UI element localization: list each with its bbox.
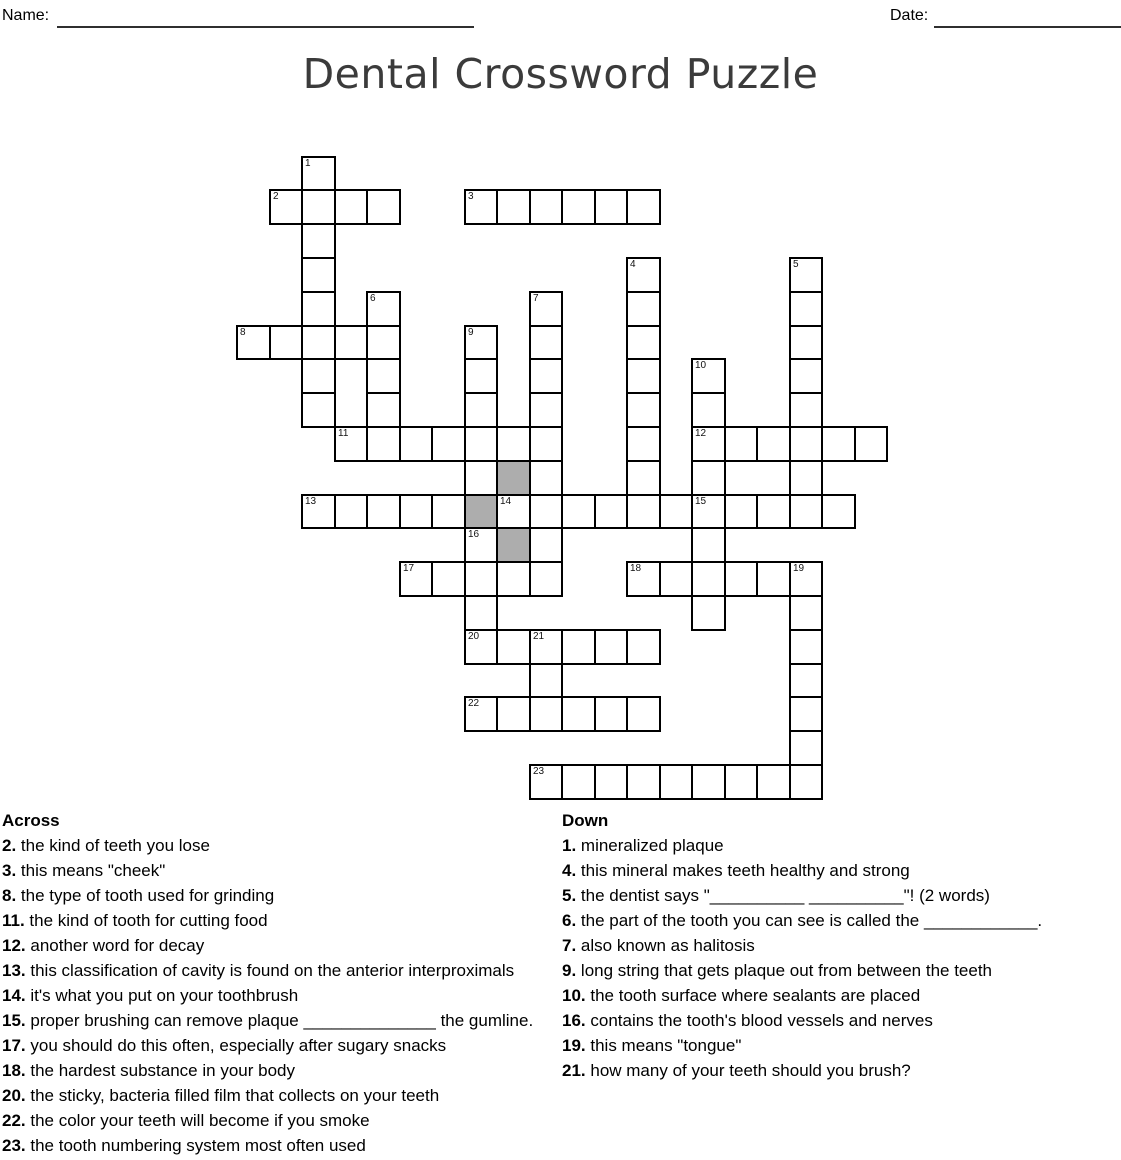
- grid-cell[interactable]: [626, 460, 661, 496]
- clue-item: [2, 1108, 558, 1133]
- clue-number: 18.: [2, 1061, 26, 1080]
- grid-cell[interactable]: [724, 561, 758, 597]
- grid-cell[interactable]: [626, 696, 661, 732]
- clue-number: 16.: [562, 1011, 586, 1030]
- grid-cell[interactable]: [626, 257, 661, 293]
- cell-number: 11: [338, 428, 349, 439]
- grid-cell[interactable]: [529, 527, 563, 563]
- grid-cell[interactable]: [626, 392, 661, 428]
- grid-cell[interactable]: [334, 426, 368, 462]
- grid-cell[interactable]: [626, 764, 661, 800]
- clue-text: it's what you put on your toothbrush: [25, 986, 299, 1005]
- clue-number: 5.: [562, 886, 577, 905]
- grid-cell[interactable]: [529, 663, 563, 698]
- cell-number: 23: [533, 766, 545, 777]
- clue-number: 2.: [2, 836, 17, 855]
- clue-number: 15.: [2, 1011, 26, 1030]
- grid-cell[interactable]: [854, 426, 888, 462]
- grid-cell[interactable]: [724, 426, 758, 462]
- grid-cell[interactable]: [626, 629, 661, 665]
- grid-cell[interactable]: [496, 494, 531, 529]
- grid-cell[interactable]: [529, 629, 563, 665]
- grid-cell[interactable]: [691, 527, 726, 563]
- grid-cell[interactable]: [789, 426, 823, 462]
- grid-cell[interactable]: [529, 561, 563, 597]
- cell-number: 21: [533, 631, 545, 642]
- grid-cell[interactable]: [529, 764, 563, 800]
- clue-number: 23.: [2, 1136, 26, 1155]
- grid-cell[interactable]: [789, 595, 823, 631]
- cell-number: 3: [468, 191, 474, 202]
- clue-text: you should do this often, especially after sugary snacks: [25, 1036, 447, 1055]
- clue-item: [2, 1058, 558, 1083]
- grid-cell[interactable]: [301, 156, 336, 191]
- clue-item: [562, 883, 1119, 908]
- grid-cell[interactable]: [594, 189, 628, 225]
- clue-text: also known as halitosis: [576, 936, 755, 955]
- grid-cell[interactable]: [496, 696, 531, 732]
- clue-item: [562, 958, 1119, 983]
- cell-number: 20: [468, 631, 480, 642]
- grid-cell-blocked: [464, 494, 498, 529]
- grid-cell[interactable]: [529, 460, 563, 496]
- cell-number: 9: [468, 327, 474, 338]
- clue-number: 10.: [562, 986, 586, 1005]
- grid-cell[interactable]: [561, 494, 596, 529]
- grid-cell[interactable]: [626, 189, 661, 225]
- grid-cell[interactable]: [529, 426, 563, 462]
- cell-number: 1: [305, 158, 311, 169]
- cell-number: 10: [695, 360, 707, 371]
- grid-cell[interactable]: [366, 358, 401, 394]
- grid-cell[interactable]: [464, 527, 498, 563]
- grid-cell[interactable]: [431, 426, 466, 462]
- cell-number: 19: [793, 563, 805, 574]
- clue-number: 20.: [2, 1086, 26, 1105]
- grid-cell[interactable]: [366, 426, 401, 462]
- grid-cell[interactable]: [691, 358, 726, 394]
- down-clues-list: [562, 808, 1119, 1083]
- clue-item: [2, 933, 558, 958]
- grid-cell[interactable]: [464, 189, 498, 225]
- grid-cell[interactable]: [626, 358, 661, 394]
- grid-cell[interactable]: [789, 696, 823, 732]
- grid-cell[interactable]: [366, 494, 401, 529]
- grid-cell[interactable]: [789, 561, 823, 597]
- grid-cell[interactable]: [464, 358, 498, 394]
- cell-number: 2: [273, 191, 279, 202]
- grid-cell[interactable]: [626, 561, 661, 597]
- grid-cell[interactable]: [496, 561, 531, 597]
- clue-text: this classification of cavity is found on the anterior interproximals: [25, 961, 515, 980]
- clue-item: [562, 908, 1119, 933]
- grid-cell[interactable]: [529, 189, 563, 225]
- grid-cell[interactable]: [529, 291, 563, 327]
- clue-item: [562, 1008, 1119, 1033]
- clue-text: the tooth surface where sealants are placed: [585, 986, 921, 1005]
- grid-cell[interactable]: [464, 426, 498, 462]
- grid-cell[interactable]: [236, 325, 271, 360]
- grid-cell[interactable]: [691, 764, 726, 800]
- grid-cell[interactable]: [301, 325, 336, 360]
- grid-cell[interactable]: [626, 426, 661, 462]
- page-title: Dental Crossword Puzzle: [302, 50, 819, 98]
- grid-cell[interactable]: [496, 189, 531, 225]
- grid-cell[interactable]: [301, 291, 336, 327]
- grid-cell[interactable]: [691, 494, 726, 529]
- cell-number: 5: [793, 259, 799, 270]
- clue-text: proper brushing can remove plaque ______________ the gumline.: [25, 1011, 534, 1030]
- grid-cell[interactable]: [789, 764, 823, 800]
- clue-text: this means "tongue": [585, 1036, 742, 1055]
- grid-cell[interactable]: [464, 696, 498, 732]
- clue-text: long string that gets plaque out from between the teeth: [576, 961, 993, 980]
- grid-cell[interactable]: [464, 460, 498, 496]
- clue-number: 11.: [2, 911, 25, 930]
- clue-item: [2, 958, 558, 983]
- grid-cell[interactable]: [334, 189, 368, 225]
- across-clues-list: [2, 808, 558, 1158]
- grid-cell[interactable]: [431, 494, 466, 529]
- grid-cell[interactable]: [594, 494, 628, 529]
- grid-cell[interactable]: [464, 561, 498, 597]
- cell-number: 7: [533, 293, 539, 304]
- grid-cell[interactable]: [691, 595, 726, 631]
- clue-number: 21.: [562, 1061, 586, 1080]
- grid-cell[interactable]: [301, 189, 336, 225]
- clue-text: contains the tooth's blood vessels and nerves: [585, 1011, 933, 1030]
- cell-number: 18: [630, 563, 642, 574]
- cell-number: 12: [695, 428, 707, 439]
- grid-cell[interactable]: [659, 494, 693, 529]
- grid-cell[interactable]: [399, 494, 433, 529]
- clue-item: [562, 933, 1119, 958]
- grid-cell[interactable]: [756, 426, 791, 462]
- clue-number: 13.: [2, 961, 26, 980]
- grid-cell[interactable]: [496, 426, 531, 462]
- grid-cell[interactable]: [301, 494, 336, 529]
- grid-cell[interactable]: [561, 189, 596, 225]
- grid-cell[interactable]: [626, 291, 661, 327]
- grid-cell[interactable]: [789, 663, 823, 698]
- cell-number: 16: [468, 529, 480, 540]
- grid-cell[interactable]: [821, 426, 856, 462]
- grid-cell[interactable]: [789, 392, 823, 428]
- grid-cell[interactable]: [789, 257, 823, 293]
- grid-cell[interactable]: [756, 764, 791, 800]
- clue-text: the hardest substance in your body: [25, 1061, 295, 1080]
- grid-cell[interactable]: [691, 426, 726, 462]
- cell-number: 8: [240, 327, 246, 338]
- grid-cell-blocked: [496, 460, 531, 496]
- clue-item: [2, 883, 558, 908]
- grid-cell[interactable]: [821, 494, 856, 529]
- grid-cell[interactable]: [529, 392, 563, 428]
- clue-number: 14.: [2, 986, 26, 1005]
- grid-cell[interactable]: [756, 561, 791, 597]
- clue-item: [562, 833, 1119, 858]
- grid-cell[interactable]: [789, 358, 823, 394]
- grid-cell[interactable]: [269, 189, 303, 225]
- down-heading: Down: [562, 811, 609, 830]
- clue-text: another word for decay: [25, 936, 205, 955]
- grid-cell[interactable]: [789, 460, 823, 496]
- clue-item: [2, 983, 558, 1008]
- grid-cell[interactable]: [561, 629, 596, 665]
- grid-cell[interactable]: [626, 494, 661, 529]
- grid-cell[interactable]: [464, 392, 498, 428]
- clue-number: 7.: [562, 936, 577, 955]
- clue-text: this mineral makes teeth healthy and strong: [576, 861, 910, 880]
- cell-number: 6: [370, 293, 376, 304]
- grid-cell[interactable]: [496, 629, 531, 665]
- clue-text: the dentist says "__________ __________"! (2 words): [576, 886, 990, 905]
- grid-cell[interactable]: [301, 257, 336, 293]
- clue-item: [2, 1083, 558, 1108]
- grid-cell[interactable]: [594, 629, 628, 665]
- clue-item: [2, 1008, 558, 1033]
- grid-cell[interactable]: [464, 595, 498, 631]
- clue-item: [562, 1058, 1119, 1083]
- grid-cell[interactable]: [789, 291, 823, 327]
- grid-cell[interactable]: [789, 494, 823, 529]
- clue-text: this means "cheek": [16, 861, 166, 880]
- clue-number: 8.: [2, 886, 17, 905]
- grid-cell[interactable]: [691, 460, 726, 496]
- clue-item: [562, 983, 1119, 1008]
- cell-number: 4: [630, 259, 636, 270]
- clue-text: the color your teeth will become if you smoke: [25, 1111, 370, 1130]
- clue-text: the tooth numbering system most often used: [25, 1136, 366, 1155]
- clue-item: [2, 908, 558, 933]
- clue-text: the type of tooth used for grinding: [16, 886, 275, 905]
- grid-cell[interactable]: [399, 561, 433, 597]
- clue-text: the part of the tooth you can see is called the ____________.: [576, 911, 1043, 930]
- grid-cell[interactable]: [301, 358, 336, 394]
- grid-cell[interactable]: [789, 325, 823, 360]
- grid-cell[interactable]: [269, 325, 303, 360]
- grid-cell[interactable]: [789, 629, 823, 665]
- grid-cell[interactable]: [724, 764, 758, 800]
- grid-cell[interactable]: [366, 392, 401, 428]
- grid-cell[interactable]: [626, 325, 661, 360]
- grid-cell[interactable]: [464, 629, 498, 665]
- name-label: Name:: [2, 7, 50, 24]
- grid-cell[interactable]: [724, 494, 758, 529]
- grid-cell[interactable]: [756, 494, 791, 529]
- grid-cell[interactable]: [366, 189, 401, 225]
- clue-text: the sticky, bacteria filled film that collects on your teeth: [25, 1086, 440, 1105]
- grid-cell[interactable]: [529, 696, 563, 732]
- clue-item: [2, 1133, 558, 1158]
- grid-cell[interactable]: [301, 223, 336, 259]
- date-field-line[interactable]: [934, 9, 1121, 28]
- cell-number: 14: [500, 496, 512, 507]
- grid-cell[interactable]: [789, 730, 823, 766]
- grid-cell[interactable]: [529, 325, 563, 360]
- grid-cell[interactable]: [659, 561, 693, 597]
- clue-item: [2, 833, 558, 858]
- across-heading: Across: [2, 811, 60, 830]
- clue-item: [562, 1033, 1119, 1058]
- clue-text: mineralized plaque: [576, 836, 724, 855]
- clue-text: how many of your teeth should you brush?: [585, 1061, 911, 1080]
- clue-number: 4.: [562, 861, 577, 880]
- cell-number: 15: [695, 496, 707, 507]
- name-field-line[interactable]: [57, 9, 474, 28]
- grid-cell[interactable]: [366, 325, 401, 360]
- grid-cell[interactable]: [691, 561, 726, 597]
- clue-number: 22.: [2, 1111, 26, 1130]
- grid-cell[interactable]: [529, 494, 563, 529]
- date-label: Date:: [890, 7, 929, 24]
- clue-number: 6.: [562, 911, 577, 930]
- cell-number: 17: [403, 563, 415, 574]
- grid-cell[interactable]: [529, 358, 563, 394]
- clue-text: the kind of teeth you lose: [16, 836, 210, 855]
- clue-text: the kind of tooth for cutting food: [24, 911, 268, 930]
- clue-number: 12.: [2, 936, 26, 955]
- clue-number: 3.: [2, 861, 17, 880]
- grid-cell[interactable]: [659, 764, 693, 800]
- clue-item: [2, 858, 558, 883]
- grid-cell-blocked: [496, 527, 531, 563]
- grid-cell[interactable]: [561, 696, 596, 732]
- cell-number: 22: [468, 698, 480, 709]
- clue-item: [2, 1033, 558, 1058]
- grid-cell[interactable]: [561, 764, 596, 800]
- clue-number: 19.: [562, 1036, 586, 1055]
- grid-cell[interactable]: [301, 392, 336, 428]
- cell-number: 13: [305, 496, 317, 507]
- clue-item: [562, 858, 1119, 883]
- grid-cell[interactable]: [431, 561, 466, 597]
- grid-cell[interactable]: [399, 426, 433, 462]
- clue-number: 17.: [2, 1036, 26, 1055]
- grid-cell[interactable]: [334, 494, 368, 529]
- grid-cell[interactable]: [334, 325, 368, 360]
- grid-cell[interactable]: [464, 325, 498, 360]
- clue-number: 1.: [562, 836, 577, 855]
- grid-cell[interactable]: [366, 291, 401, 327]
- grid-cell[interactable]: [691, 392, 726, 428]
- grid-cell[interactable]: [594, 696, 628, 732]
- clue-number: 9.: [562, 961, 577, 980]
- grid-cell[interactable]: [594, 764, 628, 800]
